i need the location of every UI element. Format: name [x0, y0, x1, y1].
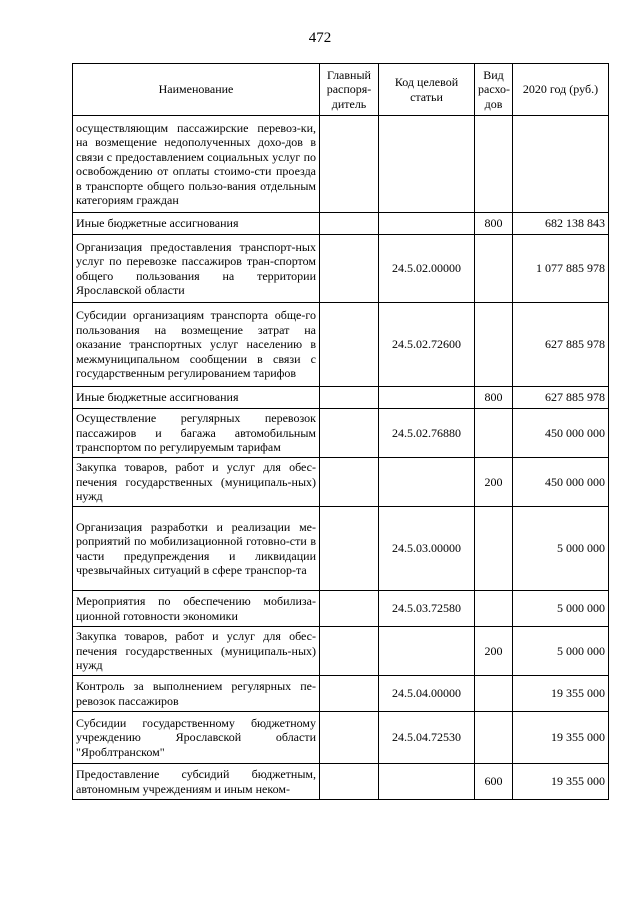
cell-amount: 19 355 000 [513, 764, 609, 800]
cell-kind: 200 [475, 627, 513, 676]
budget-table [72, 63, 609, 800]
table-row [73, 458, 609, 507]
cell-kind: 800 [475, 387, 513, 409]
cell-kind [475, 712, 513, 764]
cell-code [379, 213, 475, 235]
header-manager: Главный распоря-дитель [320, 64, 379, 116]
cell-manager [320, 303, 379, 387]
cell-code [379, 458, 475, 507]
cell-amount [513, 116, 609, 213]
cell-amount: 682 138 843 [513, 213, 609, 235]
table-row [73, 387, 609, 409]
cell-name: Организация разработки и реализации ме-роприятий по мобилизационной готовно-сти в части предупреждения и ликвидации чрезвычайных ситуаций в сфере транспор-та [73, 507, 320, 591]
cell-code [379, 116, 475, 213]
cell-manager [320, 213, 379, 235]
table-row [73, 213, 609, 235]
table-row [73, 764, 609, 800]
cell-amount: 19 355 000 [513, 676, 609, 712]
cell-name: Субсидии организациям транспорта обще-го пользования на возмещение затрат на оказание транспортных услуг населению в межмуниципальном сообщении в связи с государственным регулированием тарифов [73, 303, 320, 387]
cell-manager [320, 235, 379, 303]
cell-amount: 627 885 978 [513, 303, 609, 387]
cell-manager [320, 387, 379, 409]
table-row [73, 591, 609, 627]
header-amount: 2020 год (руб.) [513, 64, 609, 116]
cell-code: 24.5.03.72580 [379, 591, 475, 627]
cell-manager [320, 116, 379, 213]
table-row [73, 235, 609, 303]
cell-manager [320, 712, 379, 764]
cell-kind [475, 409, 513, 458]
cell-code [379, 764, 475, 800]
table-row [73, 303, 609, 387]
cell-kind [475, 235, 513, 303]
cell-manager [320, 409, 379, 458]
cell-manager [320, 507, 379, 591]
header-name: Наименование [73, 64, 320, 116]
cell-code [379, 627, 475, 676]
page-number: 472 [308, 30, 332, 46]
cell-manager [320, 458, 379, 507]
table-row [73, 627, 609, 676]
cell-name: Мероприятия по обеспечению мобилиза-ционной готовности экономики [73, 591, 320, 627]
cell-code: 24.5.02.76880 [379, 409, 475, 458]
cell-name: Закупка товаров, работ и услуг для обес-печения государственных (муниципаль-ных) нужд [73, 458, 320, 507]
cell-kind: 800 [475, 213, 513, 235]
cell-amount: 5 000 000 [513, 627, 609, 676]
cell-manager [320, 627, 379, 676]
cell-code: 24.5.02.72600 [379, 303, 475, 387]
cell-amount: 19 355 000 [513, 712, 609, 764]
cell-manager [320, 676, 379, 712]
header-code: Код целевой статьи [379, 64, 475, 116]
cell-code: 24.5.04.72530 [379, 712, 475, 764]
cell-kind [475, 507, 513, 591]
table-row [73, 676, 609, 712]
cell-amount: 5 000 000 [513, 507, 609, 591]
cell-kind [475, 591, 513, 627]
cell-name: Иные бюджетные ассигнования [73, 213, 320, 235]
cell-amount: 450 000 000 [513, 409, 609, 458]
cell-name: Осуществление регулярных перевозок пассажиров и багажа автомобильным транспортом по регулируемым тарифам [73, 409, 320, 458]
cell-amount: 5 000 000 [513, 591, 609, 627]
cell-name: Предоставление субсидий бюджетным, автономным учреждениям и иным неком- [73, 764, 320, 800]
header-kind: Вид расхо-дов [475, 64, 513, 116]
table-header-row [73, 64, 609, 116]
table-row [73, 409, 609, 458]
cell-code: 24.5.04.00000 [379, 676, 475, 712]
cell-manager [320, 764, 379, 800]
cell-name: Закупка товаров, работ и услуг для обес-печения государственных (муниципаль-ных) нужд [73, 627, 320, 676]
table-row [73, 116, 609, 213]
cell-kind [475, 303, 513, 387]
cell-amount: 1 077 885 978 [513, 235, 609, 303]
cell-code [379, 387, 475, 409]
cell-kind [475, 676, 513, 712]
cell-kind [475, 116, 513, 213]
cell-name: Субсидии государственному бюджетному учреждению Ярославской области "Яроблтранском" [73, 712, 320, 764]
cell-name: Контроль за выполнением регулярных пе-ревозок пассажиров [73, 676, 320, 712]
table-row [73, 712, 609, 764]
cell-kind: 600 [475, 764, 513, 800]
cell-manager [320, 591, 379, 627]
table-row [73, 507, 609, 591]
cell-code: 24.5.02.00000 [379, 235, 475, 303]
cell-kind: 200 [475, 458, 513, 507]
cell-name: Организация предоставления транспорт-ных услуг по перевозке пассажиров тран-спортом общего пользования на территории Ярославской области [73, 235, 320, 303]
cell-name: Иные бюджетные ассигнования [73, 387, 320, 409]
cell-amount: 627 885 978 [513, 387, 609, 409]
cell-amount: 450 000 000 [513, 458, 609, 507]
cell-code: 24.5.03.00000 [379, 507, 475, 591]
cell-name: осуществляющим пассажирские перевоз-ки, на возмещение недополученных дохо-дов в связи с предоставлением социальных услуг по освобождению от оплаты стоимо-сти проезда в транспорте общего пользо-вания отдельным категориям граждан [73, 116, 320, 213]
